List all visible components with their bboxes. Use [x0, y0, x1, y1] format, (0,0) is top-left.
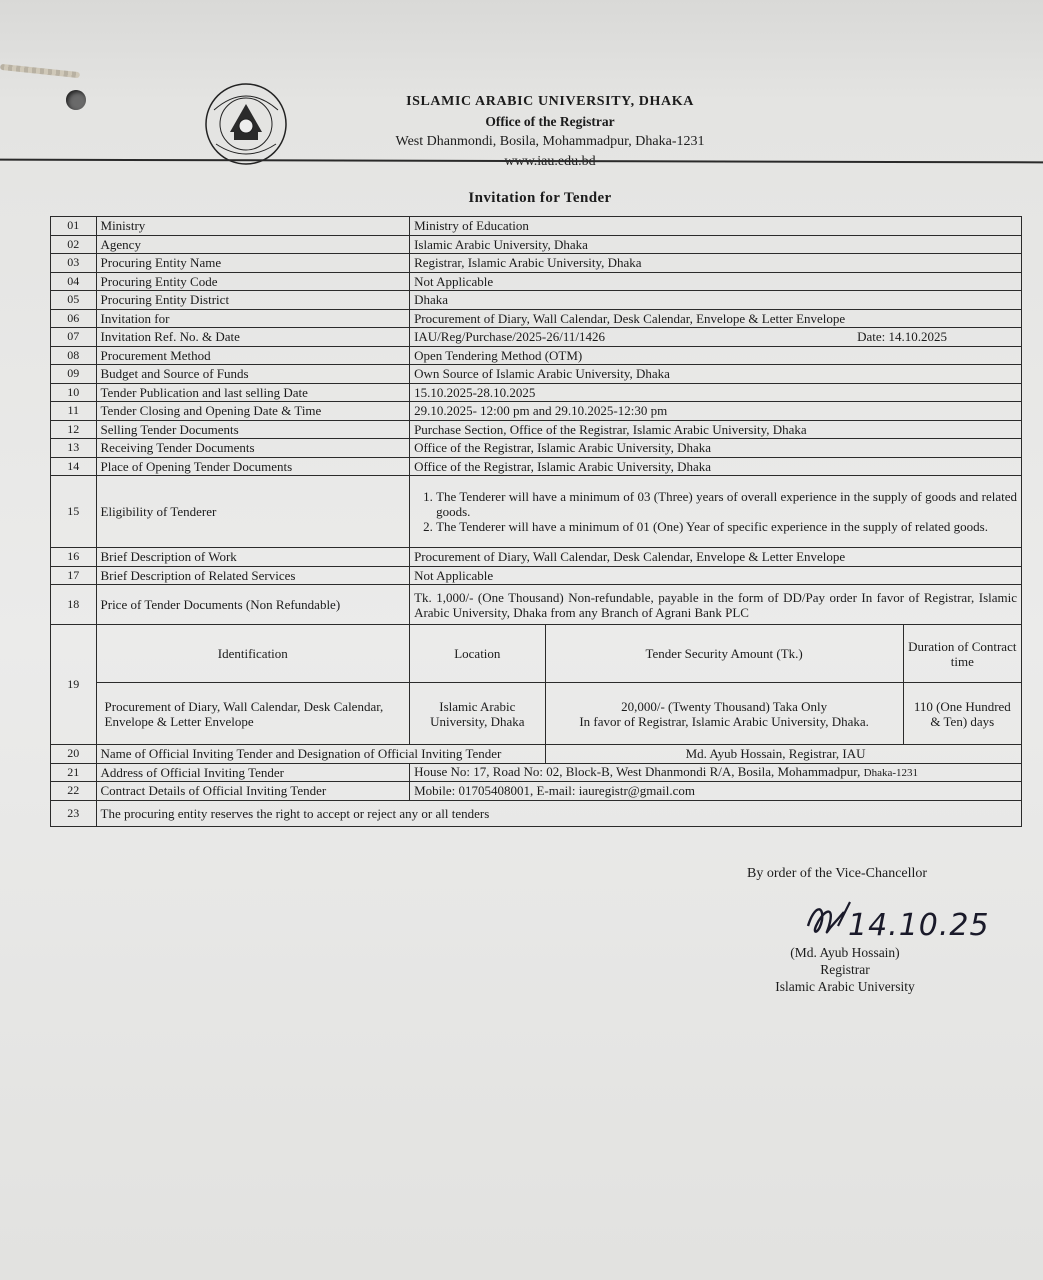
- row-label: Brief Description of Related Services: [96, 566, 410, 585]
- row-value: Md. Ayub Hossain, Registrar, IAU: [545, 745, 1021, 764]
- table-row: [51, 420, 1022, 439]
- table-row: [51, 402, 1022, 421]
- row-value: [410, 328, 1022, 347]
- table-row: [51, 291, 1022, 310]
- table-row: [51, 745, 1022, 764]
- row-label: Tender Publication and last selling Date: [96, 383, 410, 402]
- table-row: [51, 683, 1022, 745]
- row-label: Invitation for: [96, 309, 410, 328]
- row-label: Contract Details of Official Inviting Tender: [96, 782, 410, 801]
- table-row: [51, 585, 1022, 625]
- row-number: 14: [51, 457, 97, 476]
- row-number: 09: [51, 365, 97, 384]
- row-label: Brief Description of Work: [96, 548, 410, 567]
- row-number: 04: [51, 272, 97, 291]
- eligibility-item: 2. The Tenderer will have a minimum of 01 (One) Year of specific experience in the supply of related goods.: [436, 519, 1017, 534]
- table-row: [51, 254, 1022, 273]
- row-value: Office of the Registrar, Islamic Arabic University, Dhaka: [410, 457, 1022, 476]
- row-label: Procurement Method: [96, 346, 410, 365]
- signatory-institution: Islamic Arabic University: [775, 979, 915, 994]
- row-label: Agency: [96, 235, 410, 254]
- table-row: [51, 763, 1022, 782]
- ref-date: Date: 14.10.2025: [857, 329, 947, 345]
- row-number: 15: [51, 476, 97, 548]
- signatory: [700, 944, 990, 995]
- security-favor: In favor of Registrar, Islamic Arabic University, Dhaka.: [579, 713, 869, 729]
- row-label: Ministry: [96, 217, 410, 236]
- row-number: 12: [51, 420, 97, 439]
- row-number: 10: [51, 383, 97, 402]
- row-value: Open Tendering Method (OTM): [410, 346, 1022, 365]
- row-value: Dhaka: [410, 291, 1022, 310]
- row-value: Procurement of Diary, Wall Calendar, Desk Calendar, Envelope & Letter Envelope: [410, 548, 1022, 567]
- row-label: Name of Official Inviting Tender and Designation of Official Inviting Tender: [96, 745, 545, 764]
- signatory-designation: Registrar: [820, 962, 870, 977]
- row-number: 08: [51, 346, 97, 365]
- row-value: Ministry of Education: [410, 217, 1022, 236]
- table-row: [51, 439, 1022, 458]
- row-value: Mobile: 01705408001, E-mail: iauregistr@gmail.com: [410, 782, 1022, 801]
- by-order-text: By order of the Vice-Chancellor: [747, 866, 928, 881]
- table-row: [51, 625, 1022, 683]
- table-row: [51, 566, 1022, 585]
- row-number: 03: [51, 254, 97, 273]
- office-name: Office of the Registrar: [485, 114, 615, 129]
- letterhead: [0, 80, 1043, 170]
- office-address: West Dhanmondi, Bosila, Mohammadpur, Dhaka-1231: [395, 134, 705, 149]
- column-header-location: Location: [410, 625, 546, 683]
- eligibility-list: [410, 476, 1022, 548]
- row-label: Place of Opening Tender Documents: [96, 457, 410, 476]
- table-row: [51, 548, 1022, 567]
- row-value: Procurement of Diary, Wall Calendar, Desk Calendar, Envelope & Letter Envelope: [410, 309, 1022, 328]
- row-label: Price of Tender Documents (Non Refundable): [96, 585, 410, 625]
- table-row: [51, 272, 1022, 291]
- row-number: 19: [51, 625, 97, 745]
- row-number: 05: [51, 291, 97, 310]
- table-row: [51, 383, 1022, 402]
- row-value: 15.10.2025-28.10.2025: [410, 383, 1022, 402]
- row-number: 17: [51, 566, 97, 585]
- row-number: 06: [51, 309, 97, 328]
- row-label: Address of Official Inviting Tender: [96, 763, 410, 782]
- address-text: House No: 17, Road No: 02, Block-B, West Dhanmondi R/A, Bosila, Mohammadpur,: [414, 763, 861, 779]
- table-row: [51, 476, 1022, 548]
- row-label: Budget and Source of Funds: [96, 365, 410, 384]
- table-row: [51, 217, 1022, 236]
- column-header-security: Tender Security Amount (Tk.): [545, 625, 903, 683]
- row-number: 18: [51, 585, 97, 625]
- signatory-name: (Md. Ayub Hossain): [790, 945, 900, 960]
- eligibility-item: 1. The Tenderer will have a minimum of 03 (Three) years of overall experience in the supply of goods and related goods.: [436, 489, 1017, 519]
- table-row: [51, 800, 1022, 826]
- security-amount: 20,000/- (Twenty Thousand) Taka Only: [621, 698, 828, 714]
- university-name: ISLAMIC ARABIC UNIVERSITY, DHAKA: [406, 94, 694, 109]
- row-value: Purchase Section, Office of the Registrar, Islamic Arabic University, Dhaka: [410, 420, 1022, 439]
- tender-table: [50, 216, 1022, 827]
- row-value: Not Applicable: [410, 566, 1022, 585]
- table-row: [51, 782, 1022, 801]
- security-cell: [545, 683, 903, 745]
- table-row: [51, 328, 1022, 347]
- row-number: 20: [51, 745, 97, 764]
- row-label: Procuring Entity Code: [96, 272, 410, 291]
- row-number: 02: [51, 235, 97, 254]
- binding-string: [0, 64, 80, 78]
- row-label: Tender Closing and Opening Date & Time: [96, 402, 410, 421]
- row-number: 01: [51, 217, 97, 236]
- row-value: Not Applicable: [410, 272, 1022, 291]
- row-value: Own Source of Islamic Arabic University, Dhaka: [410, 365, 1022, 384]
- row-label: Procuring Entity Name: [96, 254, 410, 273]
- row-value: 29.10.2025- 12:00 pm and 29.10.2025-12:30 pm: [410, 402, 1022, 421]
- page-title: Invitation for Tender: [468, 190, 612, 206]
- row-label: Receiving Tender Documents: [96, 439, 410, 458]
- address-postcode: Dhaka-1231: [863, 766, 918, 779]
- table-row: [51, 457, 1022, 476]
- row-number: 16: [51, 548, 97, 567]
- row-label: Selling Tender Documents: [96, 420, 410, 439]
- row-label: Procuring Entity District: [96, 291, 410, 310]
- row-number: 11: [51, 402, 97, 421]
- table-row: [51, 309, 1022, 328]
- row-value: Registrar, Islamic Arabic University, Dhaka: [410, 254, 1022, 273]
- row-number: 23: [51, 800, 97, 826]
- row-value: Office of the Registrar, Islamic Arabic University, Dhaka: [410, 439, 1022, 458]
- handwritten-date: 14.10.25: [848, 908, 990, 943]
- table-row: [51, 235, 1022, 254]
- table-row: [51, 346, 1022, 365]
- location-cell: Islamic Arabic University, Dhaka: [410, 683, 546, 745]
- row-number: 22: [51, 782, 97, 801]
- column-header-identification: Identification: [96, 625, 410, 683]
- university-logo-icon: [196, 80, 296, 168]
- identification-cell: Procurement of Diary, Wall Calendar, Desk Calendar, Envelope & Letter Envelope: [96, 683, 410, 745]
- row-label: Eligibility of Tenderer: [96, 476, 410, 548]
- row-number: 07: [51, 328, 97, 347]
- row-value: [410, 763, 1022, 782]
- duration-cell: 110 (One Hundred & Ten) days: [903, 683, 1021, 745]
- column-header-duration: Duration of Contract time: [903, 625, 1021, 683]
- row-number: 21: [51, 763, 97, 782]
- row-number: 13: [51, 439, 97, 458]
- table-row: [51, 365, 1022, 384]
- row-label: Invitation Ref. No. & Date: [96, 328, 410, 347]
- row-value: Tk. 1,000/- (One Thousand) Non-refundable, payable in the form of DD/Pay order In favor of Registrar, Islamic Arabic University, Dhaka from any Branch of Agrani Bank PLC: [410, 585, 1022, 625]
- row-value: Islamic Arabic University, Dhaka: [410, 235, 1022, 254]
- row-value: The procuring entity reserves the right to accept or reject any or all tenders: [96, 800, 1021, 826]
- ref-number: IAU/Reg/Purchase/2025-26/11/1426: [414, 329, 605, 345]
